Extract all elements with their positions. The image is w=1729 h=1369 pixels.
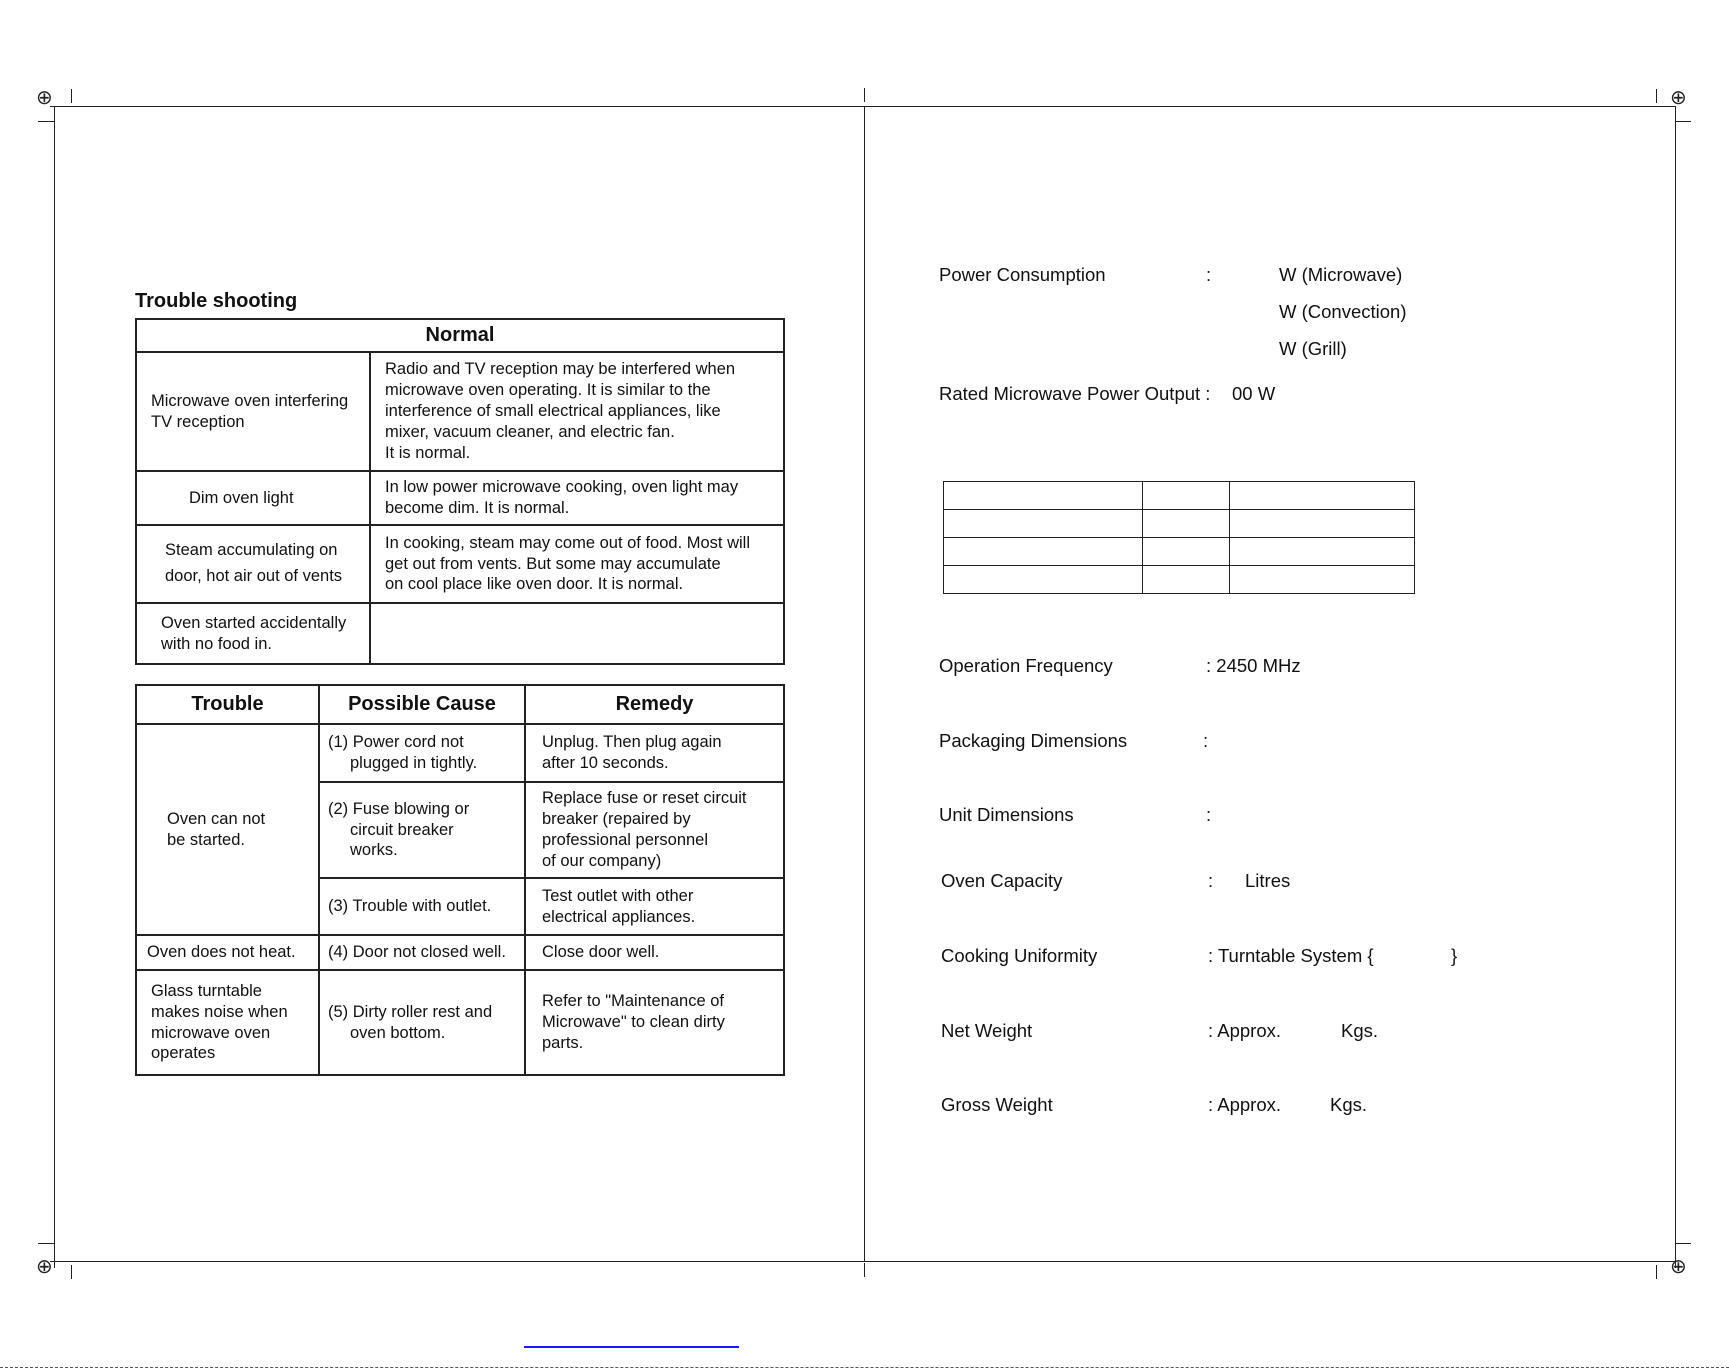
crop-mark-icon: ⊕ [1670, 1256, 1687, 1278]
spec-net-weight-unit: Kgs. [1341, 1020, 1379, 1041]
remedy-cell: Refer to "Maintenance of Microwave" to clean dirty parts. [525, 970, 784, 1075]
center-fold-rule [864, 106, 865, 1261]
trouble-table [135, 684, 785, 1076]
cause-first-line: (3) Trouble with outlet. [328, 897, 492, 916]
crop-tick [71, 89, 72, 103]
spec-rated-output-value: 00 W [1232, 383, 1276, 404]
spec-capacity-colon: : [1208, 870, 1214, 891]
normal-symptom: Steam accumulating on door, hot air out of vents [136, 525, 370, 603]
spec-uniformity-close: } [1451, 945, 1458, 966]
trouble-header: Trouble [136, 685, 319, 724]
crop-tick [38, 121, 54, 122]
cause-cell [319, 782, 525, 878]
crop-tick [1675, 1243, 1691, 1244]
spec-frequency-value: : 2450 MHz [1206, 655, 1301, 676]
crop-tick [71, 1265, 72, 1279]
normal-explanation [370, 603, 784, 664]
crop-tick [38, 1243, 54, 1244]
spec-unit-dim-value: : [1206, 804, 1212, 825]
link-underline [524, 1346, 739, 1348]
remedy-cell: Close door well. [525, 935, 784, 970]
cause-rest: circuit breaker works. [350, 820, 454, 860]
frame-bottom-rule [50, 1261, 1675, 1262]
spec-power-label: Power Consumption [939, 264, 1106, 285]
normal-symptom: Oven started accidentally with no food in. [136, 603, 370, 664]
bottom-dotted-edge [0, 1367, 1729, 1368]
crop-tick [1675, 121, 1691, 122]
spec-power-convection: W (Convection) [1279, 301, 1407, 322]
spec-gross-weight-unit: Kgs. [1330, 1094, 1368, 1115]
trouble-cell: Glass turntable makes noise when microwave oven operates [136, 970, 319, 1075]
crop-mark-icon: ⊕ [36, 87, 53, 109]
spec-power-microwave: W (Microwave) [1279, 264, 1403, 285]
section-title: Trouble shooting [135, 290, 298, 312]
remedy-cell: Unplug. Then plug again after 10 seconds. [525, 724, 784, 782]
cause-cell: (4) Door not closed well. [319, 935, 525, 970]
spec-unit-dim-label: Unit Dimensions [939, 804, 1074, 825]
cause-rest: plugged in tightly. [350, 754, 478, 772]
normal-table-header: Normal [136, 319, 784, 352]
spec-packaging-label: Packaging Dimensions [939, 730, 1128, 751]
normal-explanation: In cooking, steam may come out of food. Most will get out from vents. But some may accumulate on cool place like oven door. It is normal. [370, 525, 784, 603]
crop-mark-icon: ⊕ [1670, 87, 1687, 109]
crop-tick [1656, 1265, 1657, 1279]
frame-right-rule [1675, 106, 1676, 1268]
crop-tick [1656, 89, 1657, 103]
normal-explanation: Radio and TV reception may be interfered when microwave oven operating. It is similar to the interference of small electrical appliances, like mixer, vacuum cleaner, and electric fan. It is normal. [370, 352, 784, 471]
spec-capacity-unit: Litres [1245, 870, 1291, 891]
cause-rest: oven bottom. [350, 1023, 446, 1042]
spec-rated-output-label: Rated Microwave Power Output : [939, 383, 1211, 404]
trouble-cell: Oven does not heat. [136, 935, 319, 970]
frame-top-rule [50, 106, 1675, 107]
trouble-cell: Oven can not be started. [136, 724, 319, 935]
spec-capacity-label: Oven Capacity [941, 870, 1063, 891]
frame-left-rule [54, 106, 55, 1268]
cause-cell [319, 878, 525, 935]
spec-frequency-label: Operation Frequency [939, 655, 1113, 676]
remedy-header: Remedy [525, 685, 784, 724]
spec-uniformity-value: : Turntable System { [1208, 945, 1374, 966]
normal-symptom: Microwave oven interfering TV reception [136, 352, 370, 471]
crop-mark-icon: ⊕ [36, 1256, 53, 1278]
fold-tick [864, 1263, 865, 1277]
spec-power-grill: W (Grill) [1279, 338, 1347, 359]
cause-header: Possible Cause [319, 685, 525, 724]
cause-cell [319, 970, 525, 1075]
spec-uniformity-label: Cooking Uniformity [941, 945, 1098, 966]
spec-power-colon: : [1206, 264, 1212, 285]
cause-cell [319, 724, 525, 782]
spec-net-weight-label: Net Weight [941, 1020, 1033, 1041]
cause-first-line: (2) Fuse blowing or [328, 799, 470, 818]
spec-gross-weight-label: Gross Weight [941, 1094, 1053, 1115]
cause-first-line: (5) Dirty roller rest and [328, 1002, 493, 1021]
spec-gross-weight-value: : Approx. [1208, 1094, 1282, 1115]
cause-first-line: (1) Power cord not [328, 733, 464, 752]
remedy-cell: Replace fuse or reset circuit breaker (repaired by professional personnel of our company) [525, 782, 784, 878]
normal-symptom: Dim oven light [136, 471, 370, 525]
spec-packaging-value: : [1203, 730, 1209, 751]
normal-table [135, 318, 785, 665]
remedy-cell: Test outlet with other electrical appliances. [525, 878, 784, 935]
spec-grid [943, 481, 1415, 594]
fold-tick [864, 88, 865, 102]
spec-net-weight-value: : Approx. [1208, 1020, 1282, 1041]
normal-explanation: In low power microwave cooking, oven light may become dim. It is normal. [370, 471, 784, 525]
